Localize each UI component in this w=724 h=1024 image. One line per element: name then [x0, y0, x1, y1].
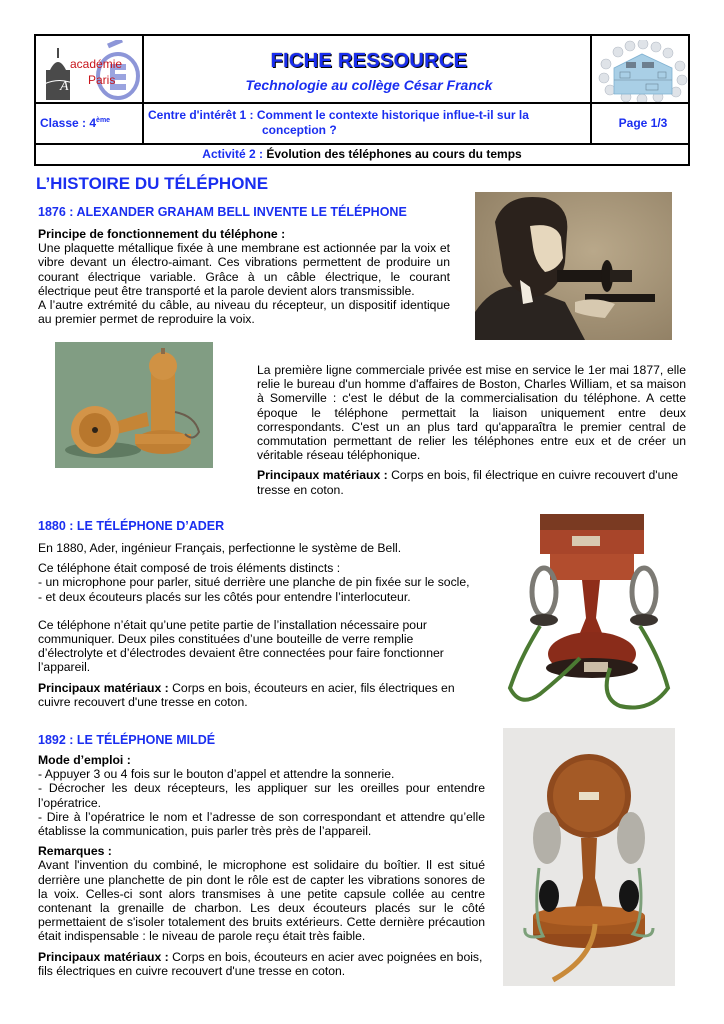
divider: [36, 143, 688, 145]
main-heading: L’HISTOIRE DU TÉLÉPHONE: [36, 174, 269, 193]
smart-house-illustration: [596, 40, 690, 102]
section-1876-history: La première ligne commerciale privée est mise en service le 1er mai 1877, elle relie le bureau d'un homme d'affaires de Boston, Charles William, et sa maison à Somerville : c'est le début de la commercialisation du téléphone. A cette époque le téléphone permettait la liaison uniquement entre deux correspondants. C'est un an plus tard qu'apparaîtra le premier central de commutation permettant de relier les téléphones entre eux et de créer un véritable réseau téléphonique. Principaux matériaux : Corps en bois, fil électrique en cuivre recouvert d'une tresse en coton.: [257, 363, 686, 497]
section-heading-1892: 1892 : LE TÉLÉPHONE MILDÉ: [38, 733, 216, 747]
divider: [36, 102, 688, 104]
section-1892-text: Mode d’emploi : - Appuyer 3 ou 4 fois sur le bouton d’appel et attendre la sonnerie. - Décrocher les deux récepteurs, les appliquer sur les oreilles pour entendre l’opératrice. - Dire à l’opératrice le nom et l’adresse de son correspondant et attendre qu’elle établisse la communication, puis parler très près de l’appareil. Remarques : Avant l'invention du combiné, le microphone est solidaire du boîtier. Il est situé derrière une planchette de pin dont le rôle est de capter les vibrations sonores de la voix. Celles-ci sont alors transmises à une petite capsule collée au centre contenant la grenaille de charbon. Les deux écouteurs placés sur le côté permettaient de s'isoler totalement des bruits extérieurs. Cette dernière précaution était indispensable : le niveau de parole reçu était très faible. Principaux matériaux : Corps en bois, écouteurs en acier avec poignées en bois, fils électriques en cuivre recouvert d'une tresse en coton.: [38, 753, 485, 978]
section-1876-principle: Principe de fonctionnement du téléphone : Une plaquette métallique fixée à une membrane est actionnée par la voix et vibre devant un électro-aimant. Ces vibrations permettent de produire un courant électrique variable. Grâce à un câble électrique, le courant électrique peut être transporté et la parole devient alors transmissible. A l’autre extrémité du câble, au niveau du récepteur, un dispositif identique au premier permet de reproduire la voix.: [38, 227, 450, 327]
section-heading-1876: 1876 : ALEXANDER GRAHAM BELL INVENTE LE TÉLÉPHONE: [38, 205, 407, 219]
milde-telephone-photo: [503, 728, 675, 986]
page-number: Page 1/3: [618, 116, 668, 130]
activity-line: Activité 2 : Évolution des téléphones au cours du temps: [202, 147, 522, 161]
svg-text:A: A: [60, 79, 69, 94]
section-heading-1880: 1880 : LE TÉLÉPHONE D’ADER: [38, 519, 225, 533]
section-1880-text: En 1880, Ader, ingénieur Français, perfectionne le système de Bell. Ce téléphone était composé de trois éléments distincts : - un microphone pour parler, situé derrière une planche de pin fixée sur le socle, - et deux écouteurs placés sur les côtés pour entendre l’interlocuteur. Ce téléphone n’était qu’une petite partie de l’installation nécessaire pour communiquer. Deux piles constituées d’une bouteille de verre remplie d’électrolyte et d’électrodes devaient être connectées pour faire fonctionner l’appareil. Principaux matériaux : Corps en bois, écouteurs en acier, fils électriques en cuivre recouvert d'une tresse en coton.: [38, 541, 470, 709]
page-title: FICHE RESSOURCE: [270, 50, 468, 72]
divider: [142, 36, 144, 145]
svg-text:Paris: Paris: [88, 73, 116, 87]
header-box: [34, 34, 690, 166]
bell-photo: [475, 192, 672, 340]
page-subtitle: Technologie au collège César Franck: [245, 77, 493, 93]
class-label: Classe : 4ème: [40, 116, 111, 130]
ader-telephone-photo: [500, 508, 680, 720]
svg-text:académie: académie: [70, 57, 123, 71]
academie-paris-logo: [42, 40, 140, 102]
wooden-telephone-photo: [55, 342, 213, 468]
centre-interet: Centre d'intérêt 1 : Comment le contexte historique influe-t-il sur la conception ?: [148, 108, 529, 137]
